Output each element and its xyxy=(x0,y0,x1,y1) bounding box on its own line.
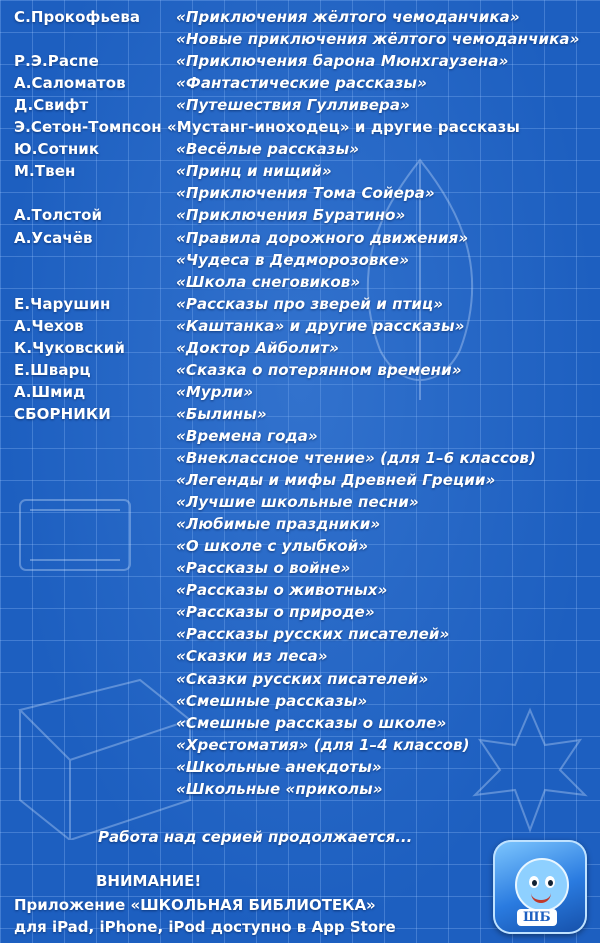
book-title: «Рассказы о природе» xyxy=(176,603,375,622)
author-name: М.Твен xyxy=(14,162,76,181)
app-announcement-line1: Приложение «ШКОЛЬНАЯ БИБЛИОТЕКА» xyxy=(14,896,376,914)
book-title: «Путешествия Гулливера» xyxy=(176,96,410,115)
author-name: Е.Шварц xyxy=(14,360,91,379)
book-title: «Приключения барона Мюнхгаузена» xyxy=(176,52,509,71)
book-title: «Внеклассное чтение» (для 1–6 классов) xyxy=(176,449,536,467)
author-name: А.Саломатов xyxy=(14,74,126,93)
book-title: «Новые приключения жёлтого чемоданчика» xyxy=(176,30,580,49)
book-title: «Весёлые рассказы» xyxy=(176,140,360,159)
book-title: «Принц и нищий» xyxy=(176,162,332,181)
book-title: «Приключения Тома Сойера» xyxy=(176,184,435,203)
book-title: «О школе с улыбкой» xyxy=(176,537,369,556)
school-library-app-icon[interactable] xyxy=(493,840,587,934)
book-title: «Приключения жёлтого чемоданчика» xyxy=(176,8,520,26)
book-title: «Фантастические рассказы» xyxy=(176,74,427,93)
author-name: А.Толстой xyxy=(14,206,103,225)
book-title: «Рассказы о животных» xyxy=(176,581,388,600)
book-title: «Школьные «приколы» xyxy=(176,779,383,798)
book-title: «Лучшие школьные песни» xyxy=(176,493,419,512)
book-title: «Смешные рассказы» xyxy=(176,691,368,710)
author-name: Д.Свифт xyxy=(14,96,89,115)
author-name: Е.Чарушин xyxy=(14,294,111,313)
series-note: Работа над серией продолжается... xyxy=(98,828,413,846)
book-title: «Школьные анекдоты» xyxy=(176,757,382,776)
book-title: «Хрестоматия» (для 1–4 классов) xyxy=(176,735,470,754)
books-stack-decoration-icon xyxy=(0,650,200,840)
author-name: Э.Сетон-Томпсон «Мустанг-иноходец» и другие рассказы xyxy=(14,118,520,137)
book-title: «Любимые праздники» xyxy=(176,515,381,534)
book-title: «Сказки русских писателей» xyxy=(176,669,429,688)
app-badge: ШБ xyxy=(517,909,557,926)
book-title: «Былины» xyxy=(176,404,267,423)
mascot-face-icon xyxy=(515,858,569,912)
app-announcement-line2: для iPad, iPhone, iPod доступно в App Store xyxy=(14,918,396,936)
book-title: «Каштанка» и другие рассказы» xyxy=(176,316,465,335)
book-title: «Сказка о потерянном времени» xyxy=(176,360,462,379)
author-name: С.Прокофьева xyxy=(14,8,141,26)
attention-heading: ВНИМАНИЕ! xyxy=(96,872,202,890)
book-title: «Школа снеговиков» xyxy=(176,272,361,291)
book-title: «Мурли» xyxy=(176,382,254,401)
book-title: «Смешные рассказы о школе» xyxy=(176,713,447,732)
book-decoration-icon xyxy=(10,480,150,590)
book-title: «Правила дорожного движения» xyxy=(176,228,469,247)
author-name: А.Усачёв xyxy=(14,228,93,247)
book-title: «Легенды и мифы Древней Греции» xyxy=(176,471,496,490)
book-title: «Рассказы русских писателей» xyxy=(176,625,450,644)
author-name: Р.Э.Распе xyxy=(14,52,99,71)
book-title: «Рассказы про зверей и птиц» xyxy=(176,294,444,313)
maple-leaf-decoration-icon xyxy=(470,700,590,840)
book-title: «Доктор Айболит» xyxy=(176,338,339,357)
book-title: «Приключения Буратино» xyxy=(176,206,406,225)
author-name: К.Чуковский xyxy=(14,338,126,357)
author-name: А.Чехов xyxy=(14,316,84,335)
book-title: «Чудеса в Дедморозовке» xyxy=(176,250,410,269)
author-name: СБОРНИКИ xyxy=(14,404,111,423)
book-title: «Сказки из леса» xyxy=(176,647,328,666)
author-name: А.Шмид xyxy=(14,382,86,401)
author-name: Ю.Сотник xyxy=(14,140,100,159)
book-title: «Времена года» xyxy=(176,426,318,445)
book-title: «Рассказы о войне» xyxy=(176,559,351,578)
